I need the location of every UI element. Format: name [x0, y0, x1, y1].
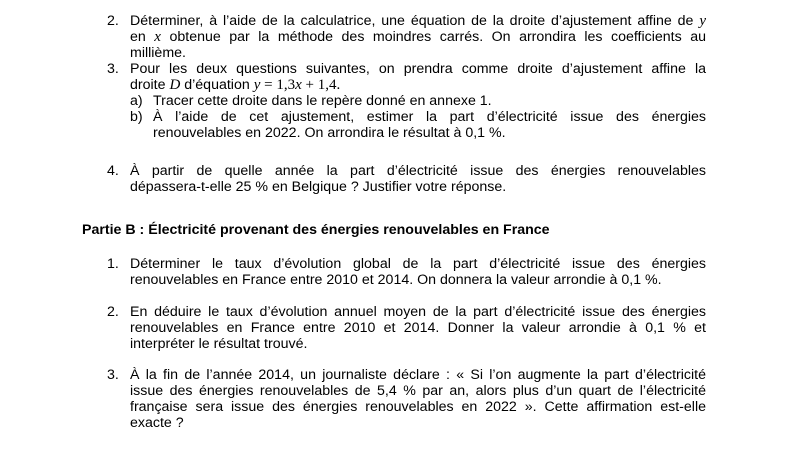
question-text-line: exacte ? [130, 415, 184, 431]
question-number: 2. [107, 304, 119, 320]
question-text-line: En déduire le taux d’évolution annuel moyen de la part d’électricité issue des énergies [130, 304, 706, 320]
subquestion-label: a) [130, 93, 143, 109]
question-number: 3. [107, 367, 119, 383]
question-text-line: française sera issue des énergies renouvelables en 2022 ». Cette affirmation est-elle [130, 399, 706, 415]
question-b3 [107, 367, 706, 431]
question-text-line: renouvelables en 2022. On arrondira le résultat à 0,1 %. [153, 125, 506, 141]
question-text-line: droite D d’équation y = 1,3x + 1,4. [130, 77, 341, 93]
equation-y: y [253, 77, 261, 93]
question-a4 [107, 163, 706, 195]
equation-part: = 1,3 [260, 77, 296, 93]
question-text-line: renouvelables en France entre 2010 et 2014. Donner la valeur arrondie à 0,1 % et [130, 320, 706, 336]
subquestion-b [130, 109, 706, 141]
question-a3 [107, 61, 706, 93]
question-text-line: À partir de quelle année la part d’électricité issue des énergies renouvelables [130, 163, 706, 179]
question-text-line: renouvelables en France entre 2010 et 2014. On donnera la valeur arrondie à 0,1 %. [130, 272, 662, 288]
question-text-line: en x obtenue par la méthode des moindres carrés. On arrondira les coefficients au [130, 29, 706, 45]
question-text-line: interpréter le résultat trouvé. [130, 336, 308, 352]
question-b2 [107, 304, 706, 352]
question-text-line: millième. [130, 45, 186, 61]
question-text-line: dépassera-t-elle 25 % en Belgique ? Justifier votre réponse. [130, 179, 507, 195]
math-variable: x [154, 29, 161, 45]
equation-x: x [295, 77, 302, 93]
math-variable: D [169, 77, 181, 93]
question-text-line: À l’aide de cet ajustement, estimer la part d’électricité issue des énergies [153, 109, 706, 125]
question-text-line: Déterminer le taux d’évolution global de la part d’électricité issue des énergies [130, 256, 706, 272]
question-text-line: À la fin de l’année 2014, un journaliste déclare : « Si l’on augmente la part d’électricité [130, 367, 706, 383]
question-text-line: Tracer cette droite dans le repère donné en annexe 1. [153, 93, 492, 109]
question-b1 [107, 256, 706, 288]
question-number: 4. [107, 163, 119, 179]
equation-part: + 1,4. [301, 77, 341, 93]
question-number: 3. [107, 61, 119, 77]
math-variable: y [699, 13, 706, 29]
question-a2 [107, 13, 706, 61]
subquestion-a [130, 93, 706, 109]
question-text-line: issue des énergies renouvelables de 5,4 % par an, alors plus d’un quart de l’électricité [130, 383, 706, 399]
section-heading: Partie B : Électricité provenant des énergies renouvelables en France [82, 222, 550, 238]
question-number: 1. [107, 256, 119, 272]
question-number: 2. [107, 13, 119, 29]
question-text-line: Déterminer, à l’aide de la calculatrice, une équation de la droite d’ajustement affine de y [130, 13, 706, 29]
question-text-line: Pour les deux questions suivantes, on prendra comme droite d’ajustement affine la [130, 61, 706, 77]
subquestion-label: b) [130, 109, 143, 125]
